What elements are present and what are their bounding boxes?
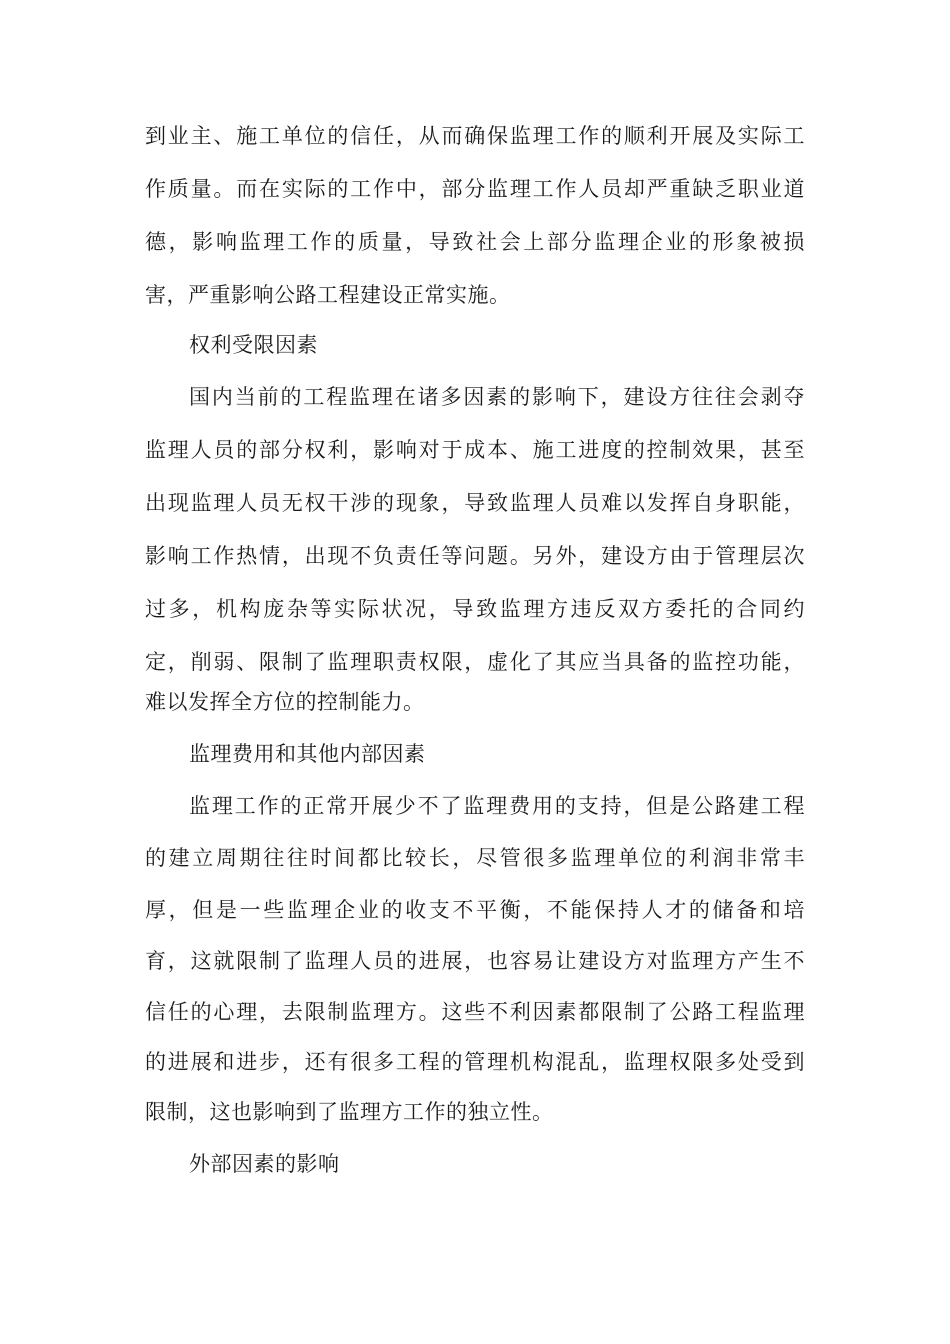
paragraph-2-line-3: 出现监理人员无权干涉的现象，导致监理人员难以发挥自身职能，: [145, 491, 805, 515]
paragraph-2-line-2: 监理人员的部分权利，影响对于成本、施工进度的控制效果，甚至: [145, 438, 805, 462]
paragraph-3-line-2: 的建立周期往往时间都比较长，尽管很多监理单位的利润非常丰: [145, 846, 805, 870]
paragraph-2-line-4: 影响工作热情，出现不负责任等问题。另外，建设方由于管理层次: [145, 544, 805, 568]
paragraph-3-line-1: 监理工作的正常开展少不了监理费用的支持，但是公路建工程: [189, 794, 805, 818]
paragraph-1-line-3: 德，影响监理工作的质量，导致社会上部分监理企业的形象被损: [145, 230, 805, 254]
paragraph-2-line-7: 难以发挥全方位的控制能力。: [145, 690, 425, 714]
paragraph-3-line-4: 育，这就限制了监理人员的进展，也容易让建设方对监理方产生不: [145, 949, 805, 973]
section-heading-external-factors: 外部因素的影响: [189, 1152, 340, 1176]
paragraph-1-line-2: 作质量。而在实际的工作中，部分监理工作人员却严重缺乏职业道: [145, 177, 805, 201]
paragraph-3-line-6: 的进展和进步，还有很多工程的管理机构混乱，监理权限多处受到: [145, 1050, 805, 1074]
paragraph-1-line-1: 到业主、施工单位的信任，从而确保监理工作的顺利开展及实际工: [145, 124, 805, 148]
paragraph-1-line-4: 害，严重影响公路工程建设正常实施。: [145, 283, 511, 307]
paragraph-3-line-3: 厚，但是一些监理企业的收支不平衡，不能保持人才的储备和培: [145, 898, 805, 922]
paragraph-3-line-5: 信任的心理，去限制监理方。这些不利因素都限制了公路工程监理: [145, 1000, 805, 1024]
paragraph-2-line-1: 国内当前的工程监理在诸多因素的影响下，建设方往往会剥夺: [189, 385, 805, 409]
paragraph-2-line-5: 过多，机构庞杂等实际状况，导致监理方违反双方委托的合同约: [145, 597, 805, 621]
section-heading-rights-limited: 权利受限因素: [189, 333, 318, 357]
paragraph-3-line-7: 限制，这也影响到了监理方工作的独立性。: [145, 1100, 554, 1124]
section-heading-supervision-fees: 监理费用和其他内部因素: [189, 742, 426, 766]
paragraph-2-line-6: 定，削弱、限制了监理职责权限，虚化了其应当具备的监控功能，: [145, 650, 805, 674]
